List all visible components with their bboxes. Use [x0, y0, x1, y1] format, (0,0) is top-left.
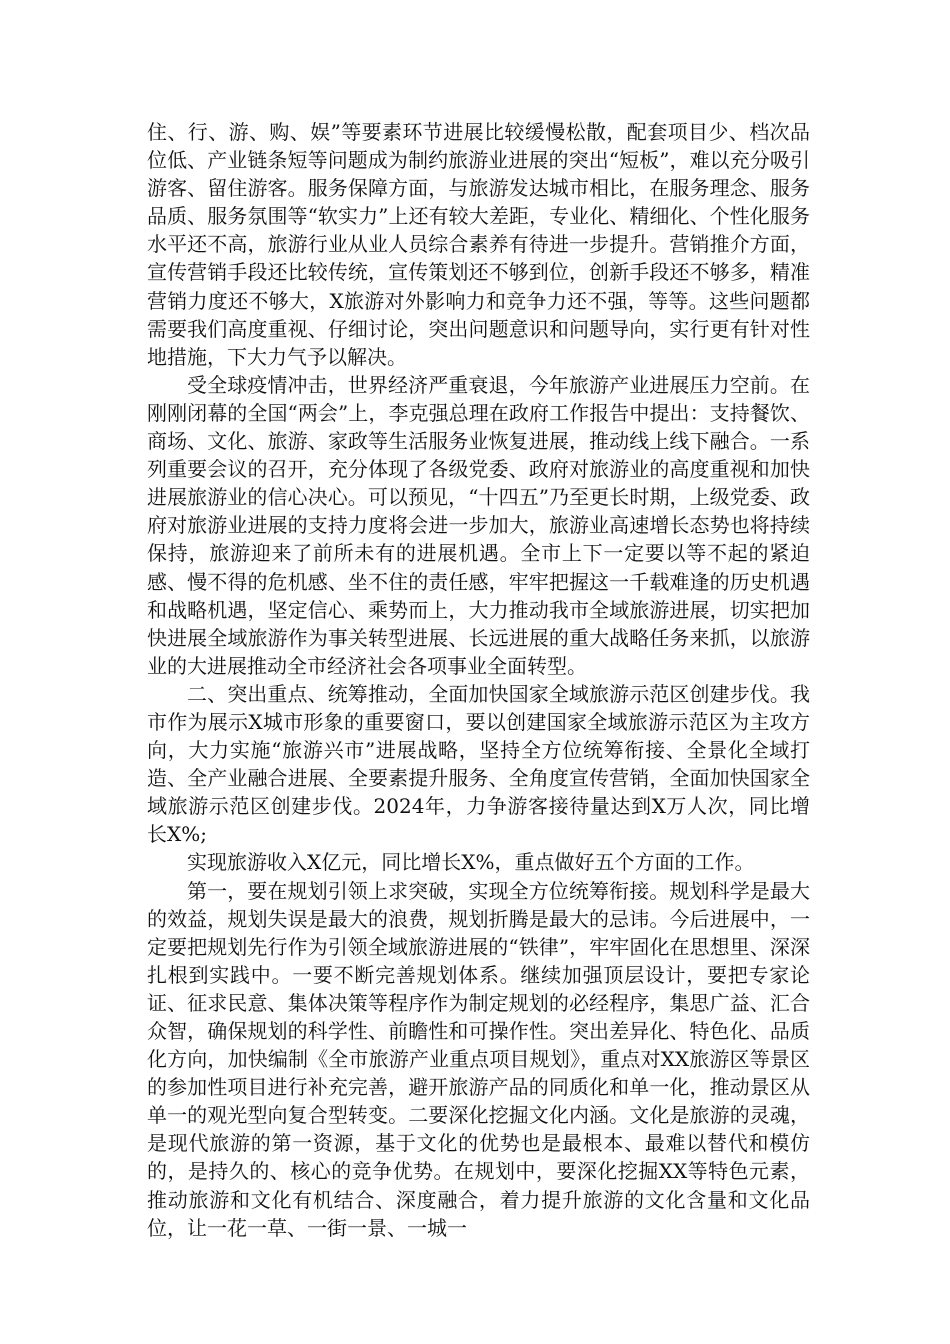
body-text: [147, 118, 810, 1242]
paragraph-5: 第一，要在规划引领上求突破，实现全方位统筹衔接。规划科学是最大的效益，规划失误是最大的浪费，规划折腾是最大的忌讳。今后进展中，一定要把规划先行作为引领全域旅游进展的“铁律”，牢牢固化在思想里、深深扎根到实践中。一要不断完善规划体系。继续加强顶层设计，要把专家论证、征求民意、集体决策等程序作为制定规划的必经程序，集思广益、汇合众智，确保规划的科学性、前瞻性和可操作性。突出差异化、特色化、品质化方向，加快编制《全市旅游产业重点项目规划》，重点对XX旅游区等景区的参加性项目进行补充完善，避开旅游产品的同质化和单一化，推动景区从单一的观光型向复合型转变。二要深化挖掘文化内涵。文化是旅游的灵魂，是现代旅游的第一资源，基于文化的优势也是最根本、最难以替代和模仿的，是持久的、核心的竞争优势。在规划中，要深化挖掘XX等特色元素，推动旅游和文化有机结合、深度融合，着力提升旅游的文化含量和文化品位，让一花一草、一街一景、一城一: [147, 878, 810, 1240]
paragraph-3: 二、突出重点、统筹推动，全面加快国家全域旅游示范区创建步伐。我市作为展示X城市形象的重要窗口，要以创建国家全域旅游示范区为主攻方向，大力实施“旅游兴市”进展战略，坚持全方位统筹衔接、全景化全域打造、全产业融合进展、全要素提升服务、全角度宣传营销，全面加快国家全域旅游示范区创建步伐。2024年，力争游客接待量达到X万人次，同比增长X%;: [147, 681, 810, 847]
paragraph-2: 受全球疫情冲击，世界经济严重衰退，今年旅游产业进展压力空前。在刚刚闭幕的全国“两会”上，李克强总理在政府工作报告中提出：支持餐饮、商场、文化、旅游、家政等生活服务业恢复进展，推动线上线下融合。一系列重要会议的召开，充分体现了各级党委、政府对旅游业的高度重视和加快进展旅游业的信心决心。可以预见，“十四五”乃至更长时期，上级党委、政府对旅游业进展的支持力度将会进一步加大，旅游业高速增长态势也将持续保持，旅游迎来了前所未有的进展机遇。全市上下一定要以等不起的紧迫感、慢不得的危机感、坐不住的责任感，牢牢把握这一千载难逢的历史机遇和战略机遇，坚定信心、乘势而上，大力推动我市全域旅游进展，切实把加快进展全域旅游作为事关转型进展、长远进展的重大战略任务来抓，以旅游业的大进展推动全市经济社会各项事业全面转型。: [147, 372, 810, 678]
paragraph-1: 住、行、游、购、娱”等要素环节进展比较缓慢松散，配套项目少、档次品位低、产业链条短等问题成为制约旅游业进展的突出“短板”，难以充分吸引游客、留住游客。服务保障方面，与旅游发达城市相比，在服务理念、服务品质、服务氛围等“软实力”上还有较大差距，专业化、精细化、个性化服务水平还不高，旅游行业从业人员综合素养有待进一步提升。营销推介方面，宣传营销手段还比较传统，宣传策划还不够到位，创新手段还不够多，精准营销力度还不够大，X旅游对外影响力和竞争力还不强，等等。这些问题都需要我们高度重视、仔细讨论，突出问题意识和问题导向，实行更有针对性地措施，下大力气予以解决。: [147, 120, 810, 369]
paragraph-4: 实现旅游收入X亿元，同比增长X%，重点做好五个方面的工作。: [187, 850, 755, 875]
